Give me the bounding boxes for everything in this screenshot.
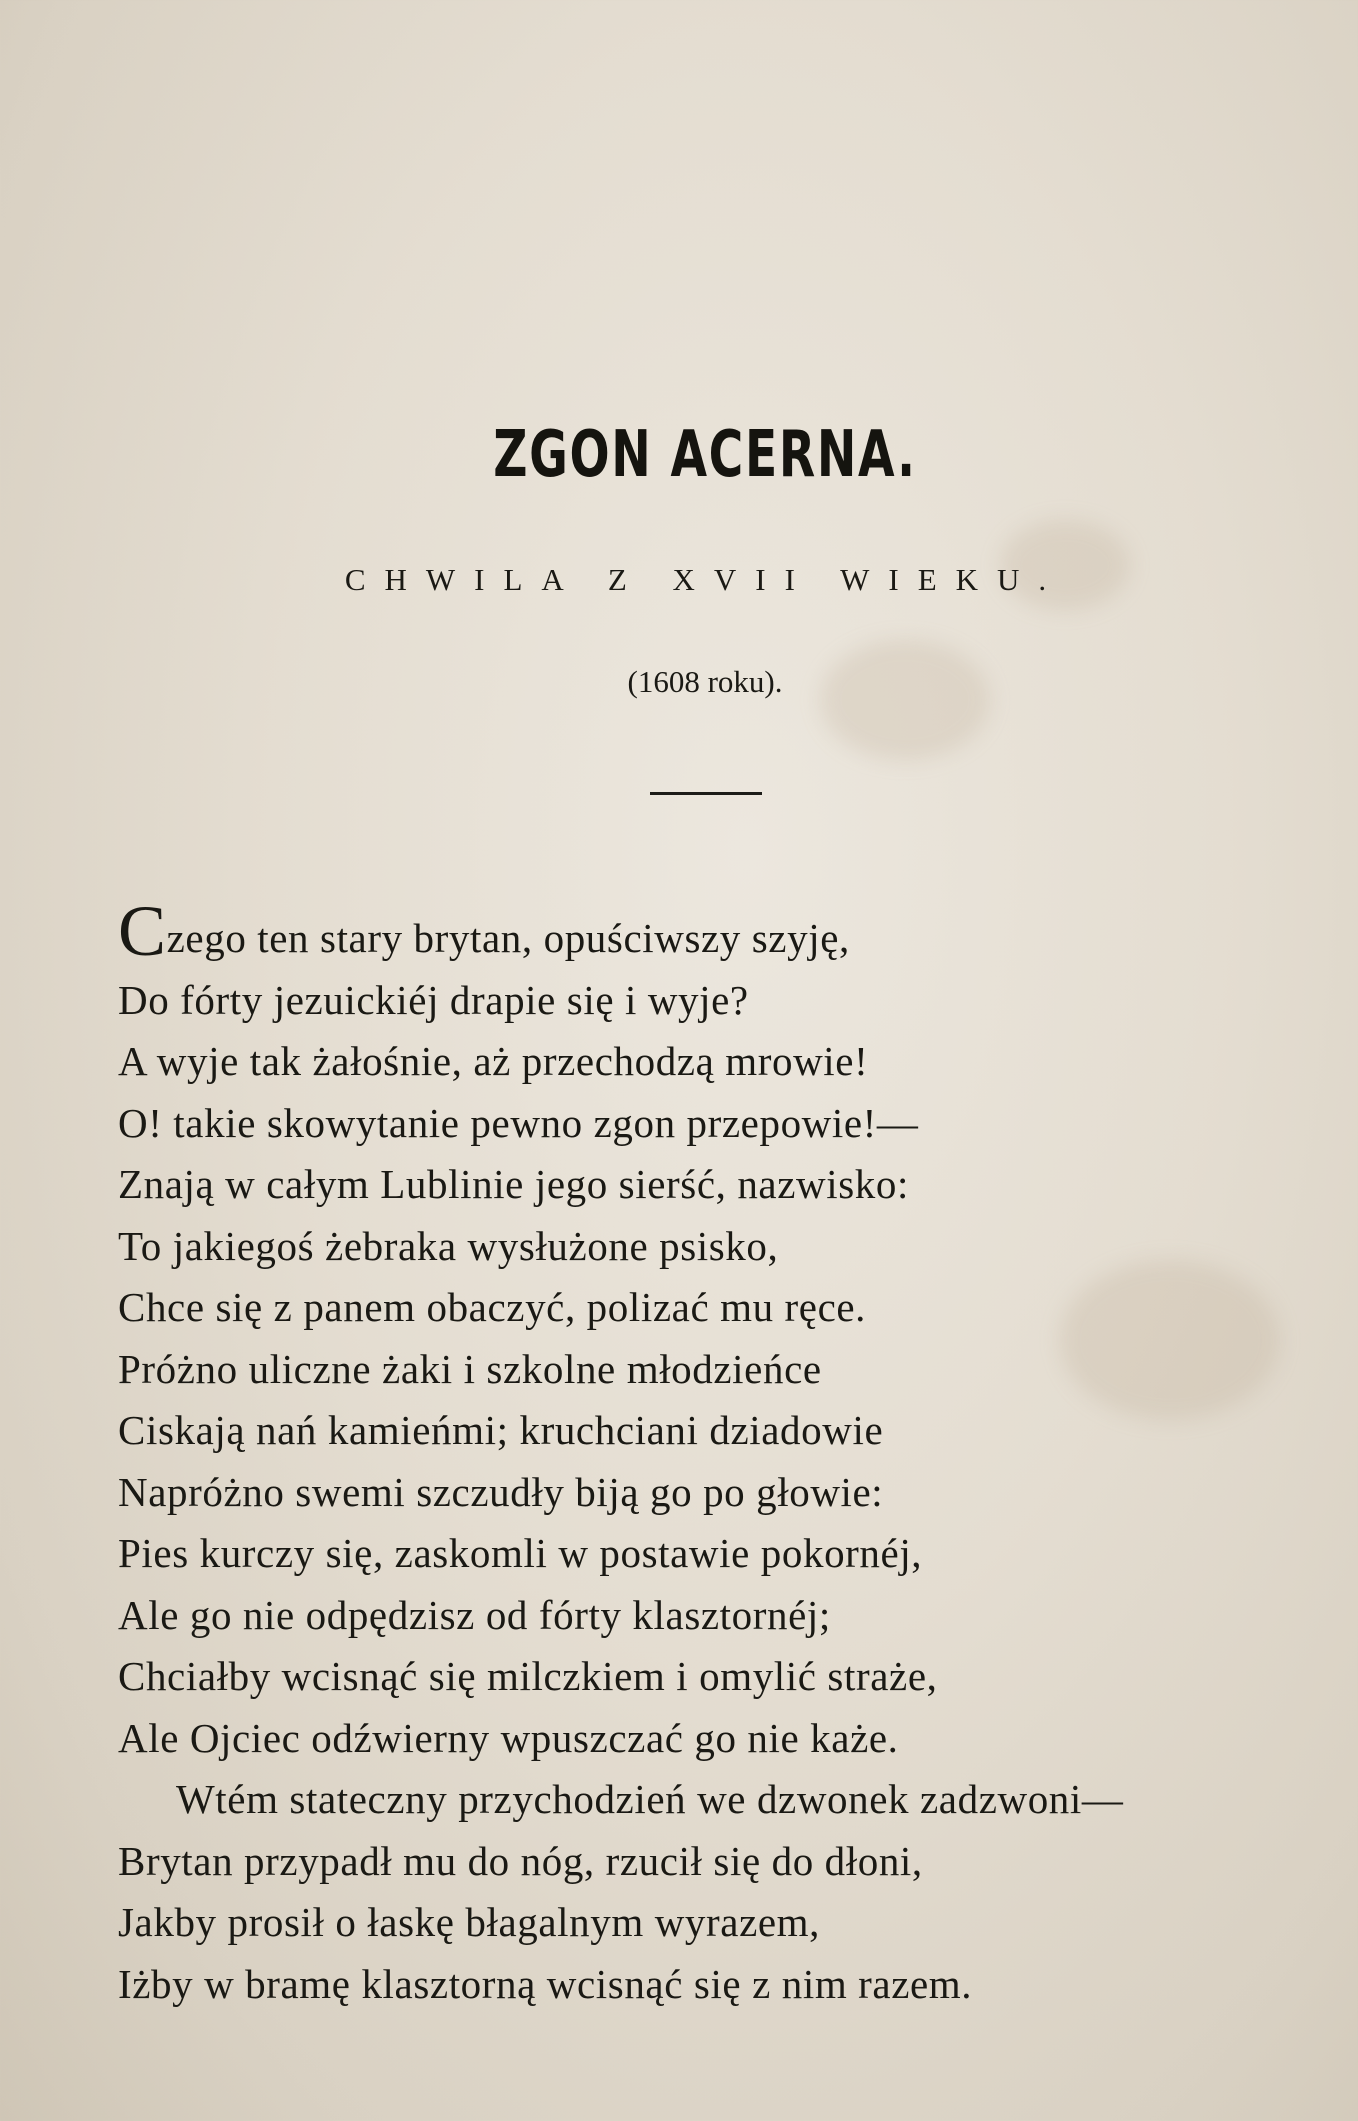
poem-line: Chce się z panem obaczyć, polizać mu ręce. (118, 1284, 867, 1330)
poem-date: (1608 roku). (627, 664, 783, 699)
poem-line-text: zego ten stary brytan, opuściwszy szyję, (166, 915, 850, 961)
poem-line: Do fórty jezuickiéj drapie się i wyje? (118, 976, 749, 1023)
poem-line: O! takie skowytanie pewno zgon przepowie!— (118, 1099, 919, 1146)
poem-line: Ciskają nań kamieńmi; kruchciani dziadowie (118, 1407, 884, 1453)
poem-line: Próżno uliczne żaki i szkolne młodzieńce (118, 1345, 822, 1392)
poem-line-indented: Wtém stateczny przychodzień we dzwonek zadzwoni— (176, 1776, 1124, 1822)
drop-cap: C (118, 891, 167, 971)
poem-line: Ale Ojciec odźwierny wpuszczać go nie każe. (118, 1714, 899, 1761)
paper-stain (820, 640, 990, 760)
poem-title: ZGON ACERNA. (493, 418, 917, 492)
poem-subtitle: CHWILA Z XVII WIEKU. (344, 562, 1066, 597)
poem-line: Ale go nie odpędzisz od fórty klasztornéj; (118, 1591, 831, 1638)
divider-rule (650, 792, 762, 795)
poem-line: Napróżno swemi szczudły biją go po głowie: (118, 1468, 884, 1515)
poem-line: Jakby prosił o łaskę błagalnym wyrazem, (118, 1899, 821, 1945)
poem-line: Brytan przypadł mu do nóg, rzucił się do dłoni, (118, 1837, 923, 1884)
poem-line: Pies kurczy się, zaskomli w postawie pokornéj, (118, 1530, 923, 1576)
poem-line: A wyje tak żałośnie, aż przechodzą mrowie! (118, 1038, 869, 1084)
poem-line-1 (118, 891, 1308, 971)
poem-line: To jakiegoś żebraka wysłużone psisko, (118, 1222, 779, 1269)
poem-line: Znają w całym Lublinie jego sierść, nazwisko: (118, 1161, 909, 1207)
poem-body (118, 891, 1308, 2015)
poem-line: Chciałby wcisnąć się milczkiem i omylić straże, (118, 1653, 938, 1699)
poem-line: Iżby w bramę klasztorną wcisnąć się z nim razem. (118, 1960, 973, 2007)
